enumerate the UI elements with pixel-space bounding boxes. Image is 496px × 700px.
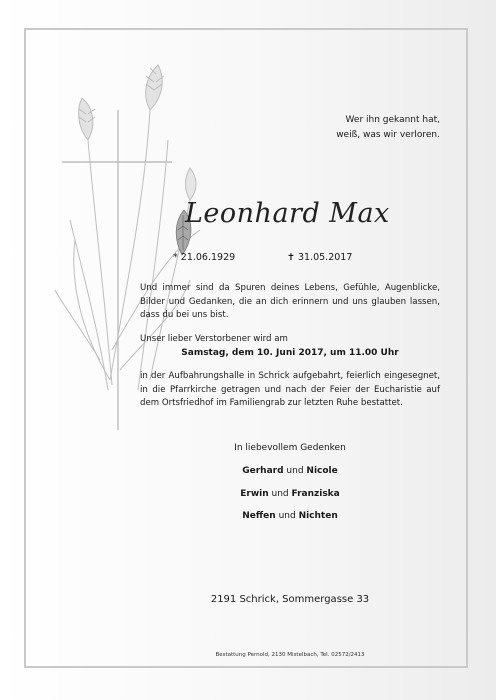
deceased-name: Leonhard Max	[185, 198, 390, 229]
service-date: Samstag, dem 10. Juni 2017, um 11.00 Uhr	[181, 348, 399, 358]
motto-line-2: weiß, was wir verloren.	[336, 130, 440, 140]
mourners-heading: In liebevollem Gedenken	[234, 443, 346, 453]
details-paragraph: in der Aufbahrungshalle in Schrick aufgebahrt, feierlich eingesegnet, in die Pfarrkirche getragen und nach der Feier der Eucharistie auf dem Ortsfriedhof im Familiengrab zur letzten Ruhe bestattet.	[140, 371, 440, 409]
and-word: und	[286, 466, 304, 476]
and-word: und	[271, 489, 289, 499]
death-date: ✝ 31.05.2017	[287, 252, 353, 263]
mourner-line	[140, 489, 440, 499]
intro-paragraph: Und immer sind da Spuren deines Lebens, Gefühle, Augenblicke, Bilder und Gedanken, die an dich erinnern und uns glauben lassen, dass du bei uns bist.	[140, 283, 440, 321]
mourner-name: Franziska	[291, 489, 340, 499]
birth-date: * 21.06.1929	[173, 252, 236, 263]
mourner-line	[140, 511, 440, 521]
funeral-home-footer: Bestattung Pernold, 2130 Mistelbach, Tel. 02572/2413	[215, 652, 365, 658]
announce-line: Unser lieber Verstorbener wird am	[140, 334, 288, 344]
mourner-name: Nicole	[306, 466, 338, 476]
mourner-name: Erwin	[240, 489, 269, 499]
family-address: 2191 Schrick, Sommergasse 33	[210, 594, 370, 605]
mourner-name: Nichten	[298, 511, 338, 521]
motto-line-1: Wer ihn gekannt hat,	[345, 115, 440, 125]
and-word: und	[278, 511, 296, 521]
mourner-name: Gerhard	[242, 466, 284, 476]
mourner-line	[140, 466, 440, 476]
motto-quote	[300, 113, 440, 143]
mourner-name: Neffen	[242, 511, 276, 521]
